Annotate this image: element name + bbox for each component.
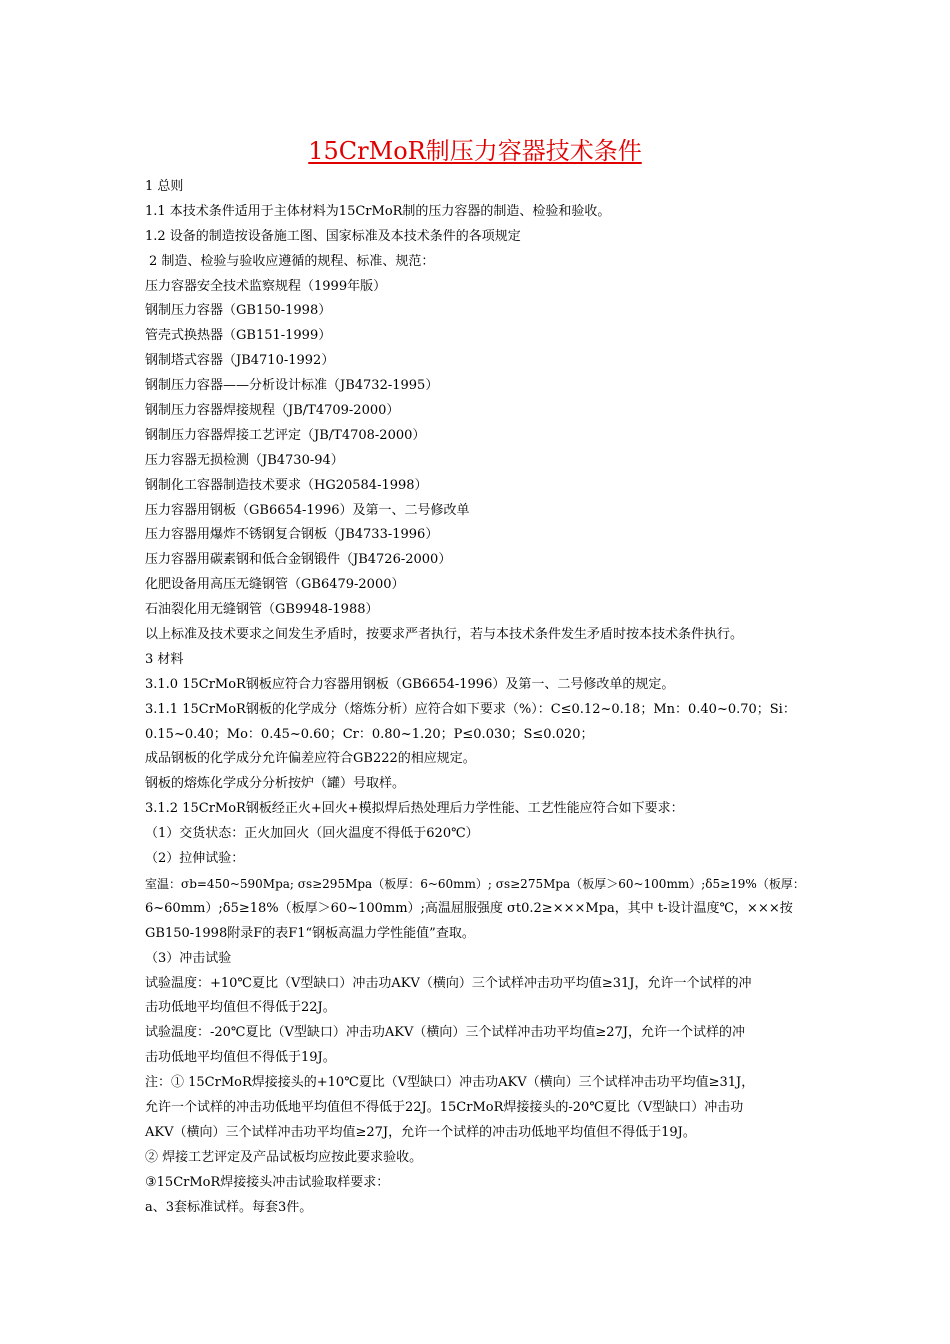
text-line: 钢制塔式容器（JB4710-1992） (145, 353, 335, 369)
text-line: 以上标准及技术要求之间发生矛盾时，按要求严者执行，若与本技术条件发生矛盾时按本技术条件执行。 (145, 627, 744, 643)
text-line: 注：① 15CrMoR焊接接头的+10℃夏比（V型缺口）冲击功AKV（横向）三个试样冲击功平均值≥31J， (145, 1075, 755, 1091)
text-line: a、3套标准试样。每套3件。 (145, 1199, 313, 1215)
text-line: 压力容器用爆炸不锈钢复合钢板（JB4733-1996） (145, 527, 439, 543)
text-line: 允许一个试样的冲击功低地平均值但不得低于22J。15CrMoR焊接接头的-20℃夏比（V型缺口）冲击功 (145, 1099, 744, 1115)
text-line: 成品钢板的化学成分允许偏差应符合GB222的相应规定。 (145, 751, 476, 767)
text-line: 3.1.2 15CrMoR钢板经正火+回火+模拟焊后热处理后力学性能、工艺性能应符合如下要求： (145, 801, 684, 817)
text-line: 钢制压力容器——分析设计标准（JB4732-1995） (145, 378, 439, 394)
text-line: 1.1 本技术条件适用于主体材料为15CrMoR制的压力容器的制造、检验和验收。 (145, 203, 611, 219)
text-line: 3.1.0 15CrMoR钢板应符合力容器用钢板（GB6654-1996）及第一、二号修改单的规定。 (145, 676, 675, 692)
text-line: 钢板的熔炼化学成分分析按炉（罐）号取样。 (145, 776, 406, 792)
text-line: ② 焊接工艺评定及产品试板均应按此要求验收。 (145, 1149, 423, 1165)
text-line: 压力容器安全技术监察规程（1999年版） (145, 278, 387, 294)
text-line: GB150-1998附录F的表F1“钢板高温力学性能值”查取。 (145, 925, 475, 941)
text-line: 试验温度：+10℃夏比（V型缺口）冲击功AKV（横向）三个试样冲击功平均值≥31J，允许一个试样的冲 (145, 975, 752, 991)
text-line: 钢制压力容器焊接规程（JB/T4709-2000） (145, 403, 400, 419)
text-line: 试验温度：-20℃夏比（V型缺口）冲击功AKV（横向）三个试样冲击功平均值≥27J，允许一个试样的冲 (145, 1025, 746, 1041)
text-line: 1.2 设备的制造按设备施工图、国家标准及本技术条件的各项规定 (145, 228, 521, 244)
text-line: （2）拉伸试验： (145, 851, 245, 867)
document-body (145, 175, 813, 1220)
text-line: 管壳式换热器（GB151-1999） (145, 328, 332, 344)
text-line: （1）交货状态：正火加回火（回火温度不得低于620℃） (145, 826, 479, 842)
text-line: 1 总则 (145, 179, 184, 194)
text-line: ③15CrMoR焊接接头冲击试验取样要求： (145, 1174, 390, 1190)
text-line: （3）冲击试验 (145, 950, 232, 966)
text-line: 3.1.1 15CrMoR钢板的化学成分（熔炼分析）应符合如下要求（%）：C≤0.12~0.18；Mn：0.40~0.70；Si： (145, 701, 796, 717)
document-title: 15CrMoR制压力容器技术条件 (308, 137, 642, 165)
text-line: 石油裂化用无缝钢管（GB9948-1988） (145, 602, 379, 618)
text-line: 击功低地平均值但不得低于19J。 (145, 1050, 336, 1066)
text-line: 钢制压力容器焊接工艺评定（JB/T4708-2000） (145, 427, 426, 443)
text-line: 6~60mm）;δ5≥18%（板厚＞60~100mm）;高温屈服强度 σt0.2≥×××Mpa，其中 t-设计温度℃，×××按 (145, 900, 793, 916)
text-line: 压力容器无损检测（JB4730-94） (145, 452, 344, 468)
text-line: 钢制压力容器（GB150-1998） (145, 303, 332, 319)
text-line: 击功低地平均值但不得低于22J。 (145, 1000, 336, 1016)
text-line: 3 材料 (145, 651, 184, 667)
text-line: 0.15~0.40；Mo：0.45~0.60；Cr：0.80~1.20；P≤0.030；S≤0.020； (145, 726, 594, 742)
text-line: AKV（横向）三个试样冲击功平均值≥27J，允许一个试样的冲击功低地平均值但不得低于19J。 (145, 1124, 696, 1140)
text-line: 压力容器用碳素钢和低合金钢锻件（JB4726-2000） (145, 552, 452, 568)
text-line: 压力容器用钢板（GB6654-1996）及第一、二号修改单 (145, 502, 470, 518)
text-line: 钢制化工容器制造技术要求（HG20584-1998） (145, 477, 428, 493)
text-line: 2 制造、检验与验收应遵循的规程、标准、规范： (149, 253, 435, 269)
text-line: 室温：σb=450~590Mpa; σs≥295Mpa（板厚：6~60mm）; σs≥275Mpa（板厚＞60~100mm）;δ5≥19%（板厚： (145, 876, 805, 891)
text-line: 化肥设备用高压无缝钢管（GB6479-2000） (145, 577, 405, 593)
